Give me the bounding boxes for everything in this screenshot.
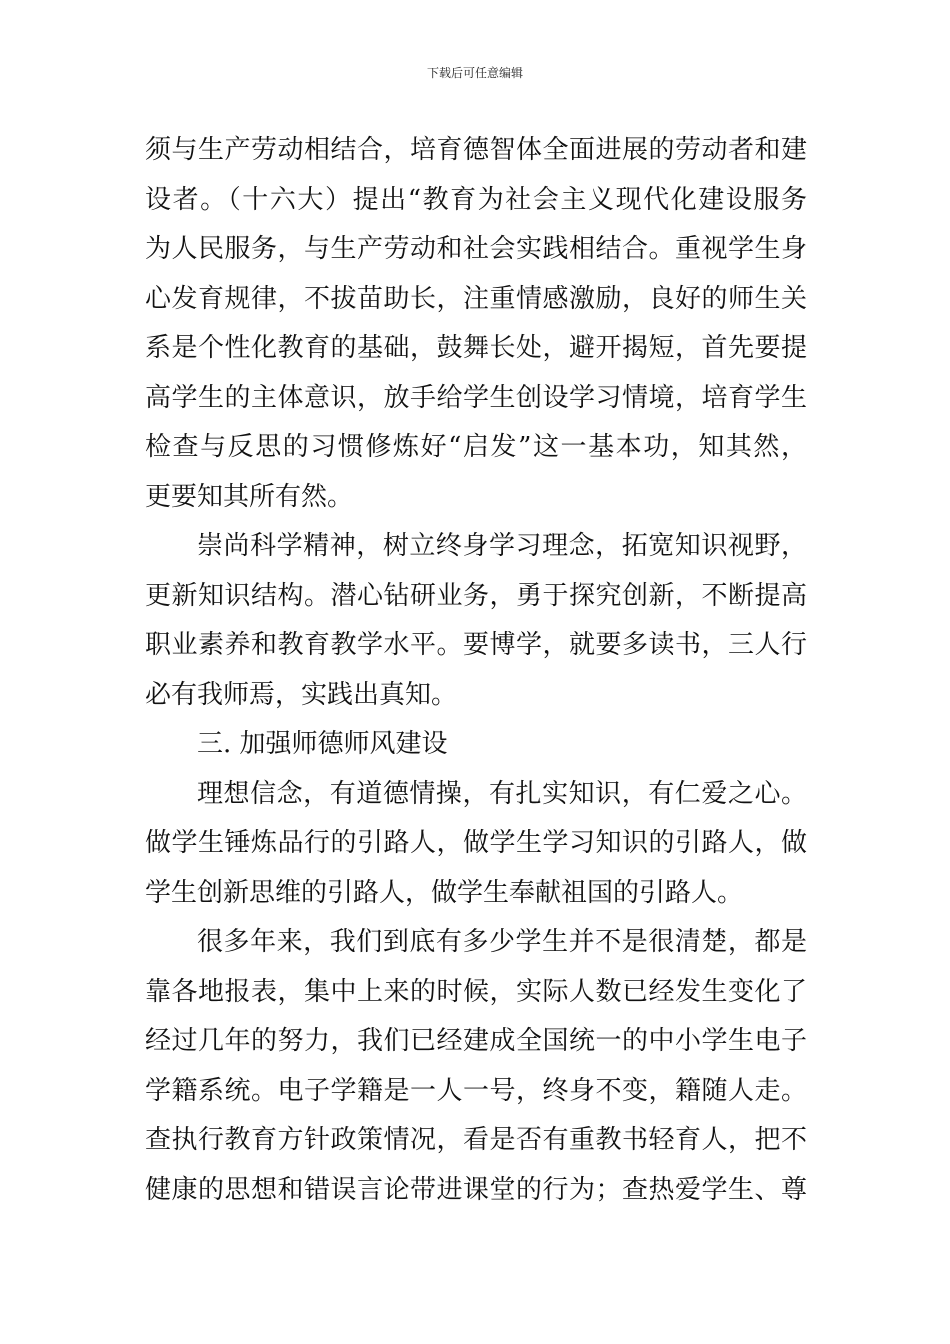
text-line: 三. 加强师德师风建设 — [197, 729, 448, 759]
text-line: 高学生的主体意识，放手给学生创设学习情境，培育学生 — [145, 382, 807, 413]
page-header: 下载后可任意编辑 — [426, 66, 523, 80]
text-line: 更新知识结构。潜心钻研业务，勇于探究创新，不断提高 — [145, 580, 807, 611]
text-line: 设者。（十六大）提出“教育为社会主义现代化建设服务 — [145, 184, 807, 215]
text-line: 靠各地报表，集中上来的时候，实际人数已经发生变化了 — [145, 976, 807, 1007]
text-line: 健康的思想和错误言论带进课堂的行为；查热爱学生、尊 — [145, 1174, 807, 1205]
text-line: 更要知其所有然。 — [145, 481, 354, 512]
text-line: 学生创新思维的引路人，做学生奉献祖国的引路人。 — [145, 877, 744, 908]
text-line: 理想信念，有道德情操，有扎实知识，有仁爱之心。 — [197, 778, 807, 809]
text-line: 系是个性化教育的基础，鼓舞长处，避开揭短，首先要提 — [145, 333, 807, 363]
document-body — [145, 126, 807, 1215]
text-line: 检查与反思的习惯修炼好“启发”这一基本功，知其然， — [145, 432, 807, 462]
text-line: 须与生产劳动相结合，培育德智体全面进展的劳动者和建 — [145, 135, 807, 165]
text-line: 必有我师焉，实践出真知。 — [145, 679, 458, 710]
text-line: 为人民服务，与生产劳动和社会实践相结合。重视学生身 — [145, 234, 807, 264]
text-line: 经过几年的努力，我们已经建成全国统一的中小学生电子 — [145, 1026, 807, 1056]
text-line: 做学生锤炼品行的引路人，做学生学习知识的引路人，做 — [145, 828, 807, 858]
text-line: 崇尚科学精神，树立终身学习理念，拓宽知识视野， — [197, 531, 807, 561]
text-line: 学籍系统。电子学籍是一人一号，终身不变，籍随人走。 — [145, 1075, 807, 1106]
text-line: 很多年来，我们到底有多少学生并不是很清楚，都是 — [197, 927, 807, 957]
text-line: 查执行教育方针政策情况，看是否有重教书轻育人，把不 — [145, 1125, 807, 1155]
text-line: 职业素养和教育教学水平。要博学，就要多读书，三人行 — [145, 630, 807, 660]
text-line: 心发育规律，不拔苗助长，注重情感激励，良好的师生关 — [145, 283, 807, 314]
